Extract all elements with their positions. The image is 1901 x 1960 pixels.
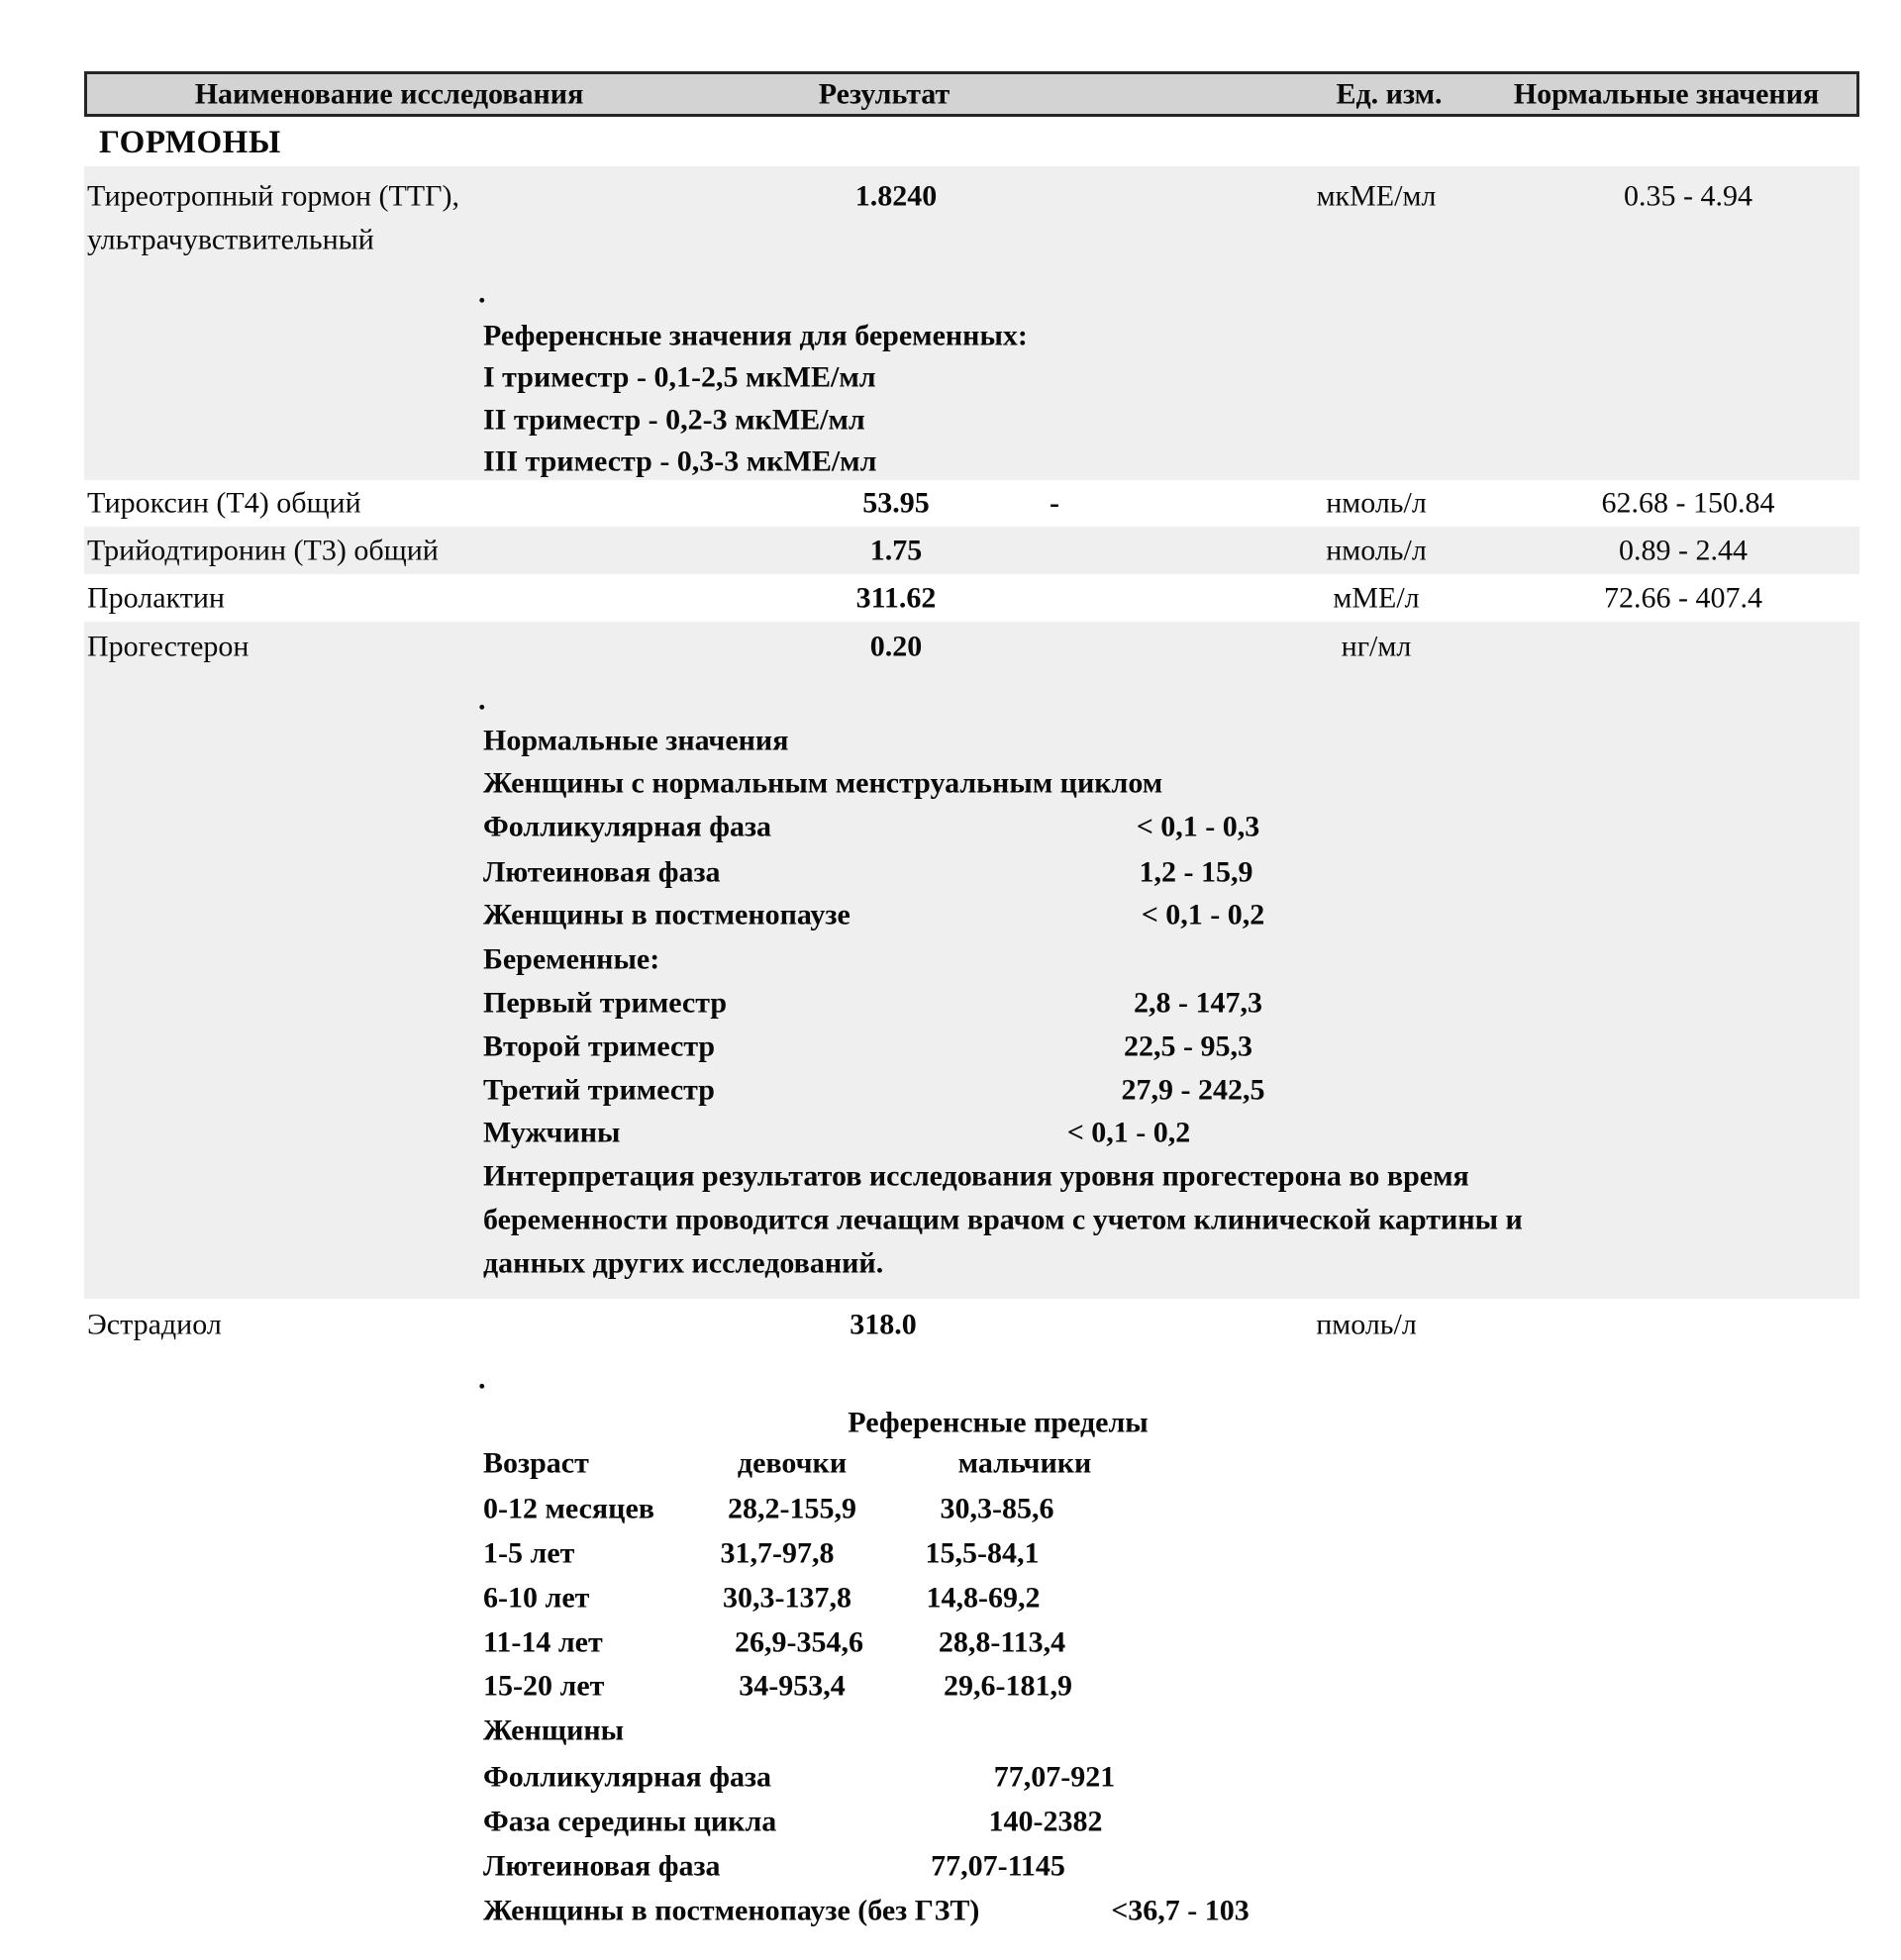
section-title: ГОРМОНЫ bbox=[99, 124, 281, 160]
women-row-label: Лютеиновая фаза bbox=[483, 1849, 721, 1883]
test-unit-tsh: мкМЕ/мл bbox=[1316, 179, 1437, 213]
tsh-note-line: II триместр - 0,2-3 мкМЕ/мл bbox=[483, 403, 865, 437]
test-normal-tsh: 0.35 - 4.94 bbox=[1624, 179, 1752, 213]
pregnant-value: 2,8 - 147,3 bbox=[1134, 986, 1262, 1020]
pregnant-value: 27,9 - 242,5 bbox=[1121, 1073, 1265, 1107]
column-header-result: Результат bbox=[818, 77, 950, 111]
test-name-t3: Трийодтиронин (Т3) общий bbox=[87, 534, 439, 567]
test-unit-t4: нмоль/л bbox=[1326, 486, 1427, 520]
interpretation-line: данных других исследований. bbox=[483, 1246, 884, 1280]
age-row-label: 1-5 лет bbox=[483, 1536, 575, 1570]
pregnant-value: 22,5 - 95,3 bbox=[1124, 1029, 1252, 1063]
test-result-prolactin: 311.62 bbox=[855, 581, 937, 615]
age-row-girls: 28,2-155,9 bbox=[728, 1492, 856, 1525]
pregnant-label: Третий триместр bbox=[483, 1073, 715, 1107]
test-unit-t3: нмоль/л bbox=[1326, 534, 1427, 567]
phase-value: 1,2 - 15,9 bbox=[1139, 855, 1253, 889]
age-row-girls: 31,7-97,8 bbox=[720, 1536, 835, 1570]
age-table-header-girls: девочки bbox=[737, 1446, 848, 1480]
women-row-value: 77,07-1145 bbox=[931, 1849, 1065, 1883]
progesterone-note-title: Нормальные значения bbox=[483, 724, 789, 757]
age-row-label: 0-12 месяцев bbox=[483, 1492, 654, 1525]
interpretation-line: Интерпретация результатов исследования уровня прогестерона во время bbox=[483, 1159, 1469, 1193]
age-row-boys: 28,8-113,4 bbox=[938, 1625, 1066, 1659]
test-normal-t3: 0.89 - 2.44 bbox=[1619, 534, 1748, 567]
age-row-label: 15-20 лет bbox=[483, 1669, 605, 1703]
test-name-t4: Тироксин (Т4) общий bbox=[87, 486, 361, 520]
age-row-boys: 15,5-84,1 bbox=[925, 1536, 1040, 1570]
women-title: Женщины bbox=[483, 1714, 625, 1747]
note-dot-progesterone: . bbox=[478, 683, 486, 717]
women-row-label: Фаза середины цикла bbox=[483, 1805, 777, 1838]
pregnant-title: Беременные: bbox=[483, 942, 660, 976]
phase-value: < 0,1 - 0,3 bbox=[1136, 810, 1260, 843]
phase-label: Женщины в постменопаузе bbox=[483, 898, 850, 931]
women-row-value: 140-2382 bbox=[988, 1805, 1103, 1838]
column-header-name: Наименование исследования bbox=[194, 77, 584, 111]
age-row-boys: 30,3-85,6 bbox=[940, 1492, 1054, 1525]
age-row-girls: 34-953,4 bbox=[739, 1669, 846, 1703]
age-row-boys: 14,8-69,2 bbox=[926, 1581, 1041, 1615]
test-result-progesterone: 0.20 bbox=[869, 630, 923, 663]
estradiol-ref-title: Референсные пределы bbox=[848, 1406, 1149, 1439]
tsh-note-line: III триместр - 0,3-3 мкМЕ/мл bbox=[483, 444, 877, 478]
test-normal-t4: 62.68 - 150.84 bbox=[1601, 486, 1775, 520]
age-table-header-boys: мальчики bbox=[957, 1446, 1092, 1480]
age-table-header-age: Возраст bbox=[483, 1446, 589, 1480]
table-header-band bbox=[84, 71, 1859, 117]
age-row-boys: 29,6-181,9 bbox=[944, 1669, 1072, 1703]
men-label: Мужчины bbox=[483, 1116, 621, 1149]
men-value: < 0,1 - 0,2 bbox=[1066, 1116, 1191, 1149]
age-row-girls: 26,9-354,6 bbox=[735, 1625, 863, 1659]
note-dot-tsh: . bbox=[478, 276, 486, 310]
test-unit-prolactin: мМЕ/л bbox=[1333, 581, 1420, 615]
phase-label: Фолликулярная фаза bbox=[483, 810, 772, 843]
test-result-t4: 53.95 bbox=[862, 486, 930, 520]
tsh-note-title: Референсные значения для беременных: bbox=[483, 319, 1028, 352]
interpretation-line: беременности проводится лечащим врачом с учетом клинической картины и bbox=[483, 1203, 1523, 1236]
test-unit-progesterone: нг/мл bbox=[1341, 630, 1412, 663]
pregnant-label: Второй триместр bbox=[483, 1029, 716, 1063]
test-result-t3: 1.75 bbox=[869, 534, 923, 567]
test-flag-t4: - bbox=[1050, 486, 1059, 520]
progesterone-note-subtitle: Женщины с нормальным менструальным циклом bbox=[483, 766, 1163, 800]
test-name-prolactin: Пролактин bbox=[87, 581, 225, 615]
age-row-label: 6-10 лет bbox=[483, 1581, 590, 1615]
pregnant-label: Первый триместр bbox=[483, 986, 728, 1020]
test-name-progesterone: Прогестерон bbox=[87, 630, 250, 663]
women-row-value: <36,7 - 103 bbox=[1111, 1894, 1250, 1927]
age-row-girls: 30,3-137,8 bbox=[723, 1581, 851, 1615]
phase-value: < 0,1 - 0,2 bbox=[1141, 898, 1265, 931]
test-name-tsh-line2: ультрачувствительный bbox=[87, 223, 374, 256]
phase-label: Лютеиновая фаза bbox=[483, 855, 721, 889]
age-row-label: 11-14 лет bbox=[483, 1625, 603, 1659]
women-row-label: Женщины в постменопаузе (без ГЗТ) bbox=[483, 1894, 980, 1927]
test-result-estradiol: 318.0 bbox=[850, 1308, 917, 1341]
test-result-tsh: 1.8240 bbox=[854, 179, 938, 213]
test-normal-prolactin: 72.66 - 407.4 bbox=[1604, 581, 1762, 615]
test-name-tsh-line1: Тиреотропный гормон (ТТГ), bbox=[87, 179, 459, 213]
women-row-label: Фолликулярная фаза bbox=[483, 1760, 772, 1794]
column-header-unit: Ед. изм. bbox=[1336, 77, 1443, 111]
test-name-estradiol: Эстрадиол bbox=[87, 1308, 222, 1341]
tsh-note-line: I триместр - 0,1-2,5 мкМЕ/мл bbox=[483, 360, 876, 394]
column-header-normal: Нормальные значения bbox=[1513, 77, 1820, 111]
test-unit-estradiol: пмоль/л bbox=[1316, 1308, 1417, 1341]
progesterone-row-stripe bbox=[84, 622, 1859, 1299]
women-row-value: 77,07-921 bbox=[993, 1760, 1116, 1794]
note-dot-estradiol: . bbox=[478, 1362, 486, 1396]
